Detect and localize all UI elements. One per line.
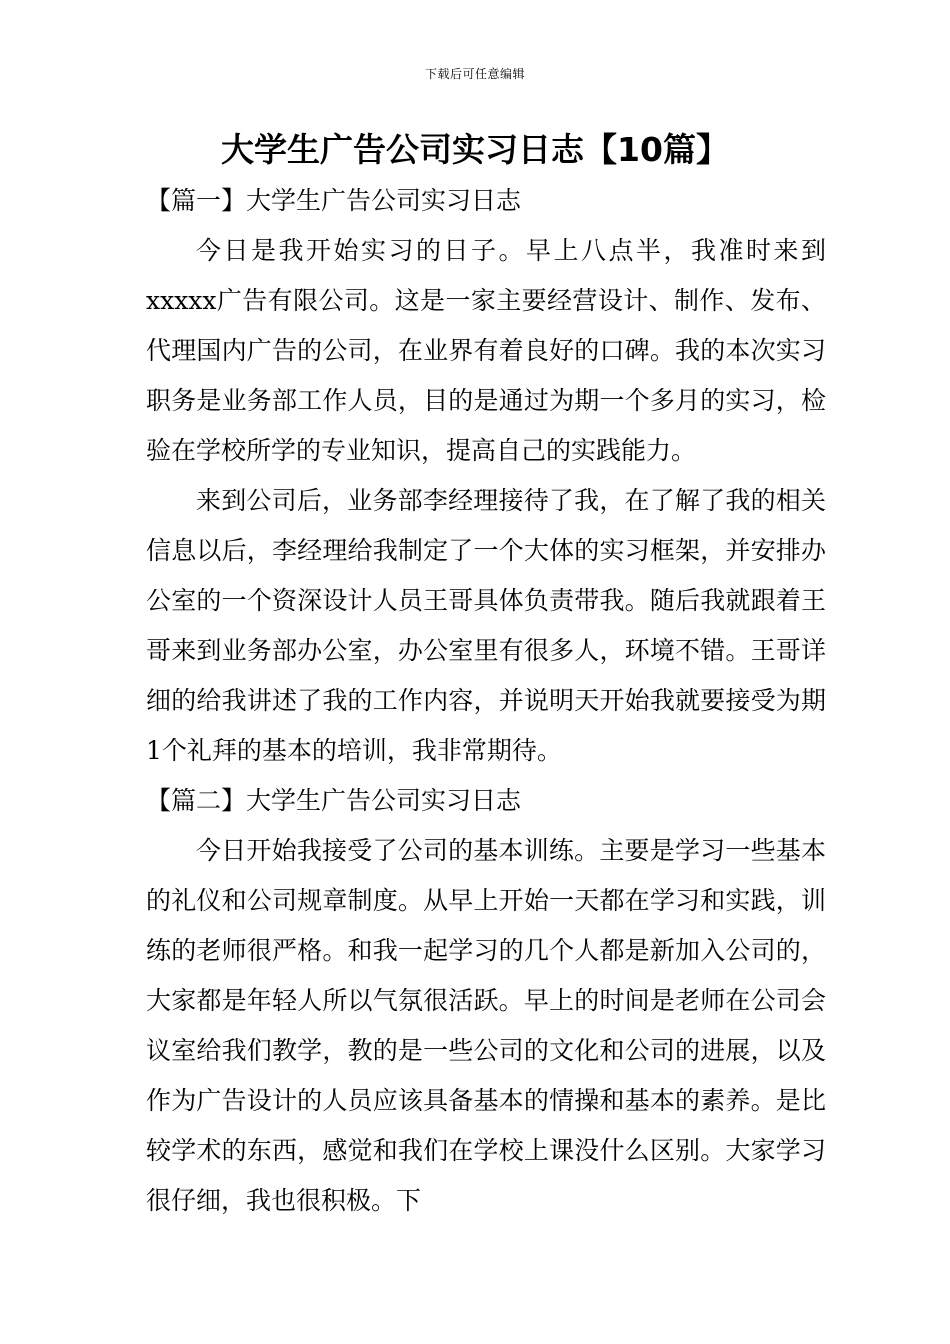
section-2 (146, 776, 826, 1226)
section-heading: 【篇二】大学生广告公司实习日志 (146, 786, 522, 815)
document-title: 大学生广告公司实习日志【10篇】 (221, 130, 729, 169)
section-1 (146, 176, 826, 776)
paragraph: 今日是我开始实习的日子。早上八点半，我准时来到xxxxx广告有限公司。这是一家主要经营设计、制作、发布、代理国内广告的公司，在业界有着良好的口碑。我的本次实习职务是业务部工作人员，目的是通过为期一个多月的实习，检验在学校所学的专业知识，提高自己的实践能力。 (146, 236, 826, 465)
paragraph: 今日开始我接受了公司的基本训练。主要是学习一些基本的礼仪和公司规章制度。从早上开始一天都在学习和实践，训练的老师很严格。和我一起学习的几个人都是新加入公司的，大家都是年轻人所以气氛很活跃。早上的时间是老师在公司会议室给我们教学，教的是一些公司的文化和公司的进展，以及作为广告设计的人员应该具备基本的情操和基本的素养。是比较学术的东西，感觉和我们在学校上课没什么区别。大家学习很仔细，我也很积极。下 (146, 836, 826, 1215)
header-note: 下载后可任意编辑 (424, 67, 525, 81)
document-body (146, 176, 826, 1226)
section-heading: 【篇一】大学生广告公司实习日志 (146, 186, 522, 215)
paragraph: 来到公司后，业务部李经理接待了我，在了解了我的相关信息以后，李经理给我制定了一个大体的实习框架，并安排办公室的一个资深设计人员王哥具体负责带我。随后我就跟着王哥来到业务部办公室，办公室里有很多人，环境不错。王哥详细的给我讲述了我的工作内容，并说明天开始我就要接受为期1个礼拜的基本的培训，我非常期待。 (146, 486, 826, 765)
